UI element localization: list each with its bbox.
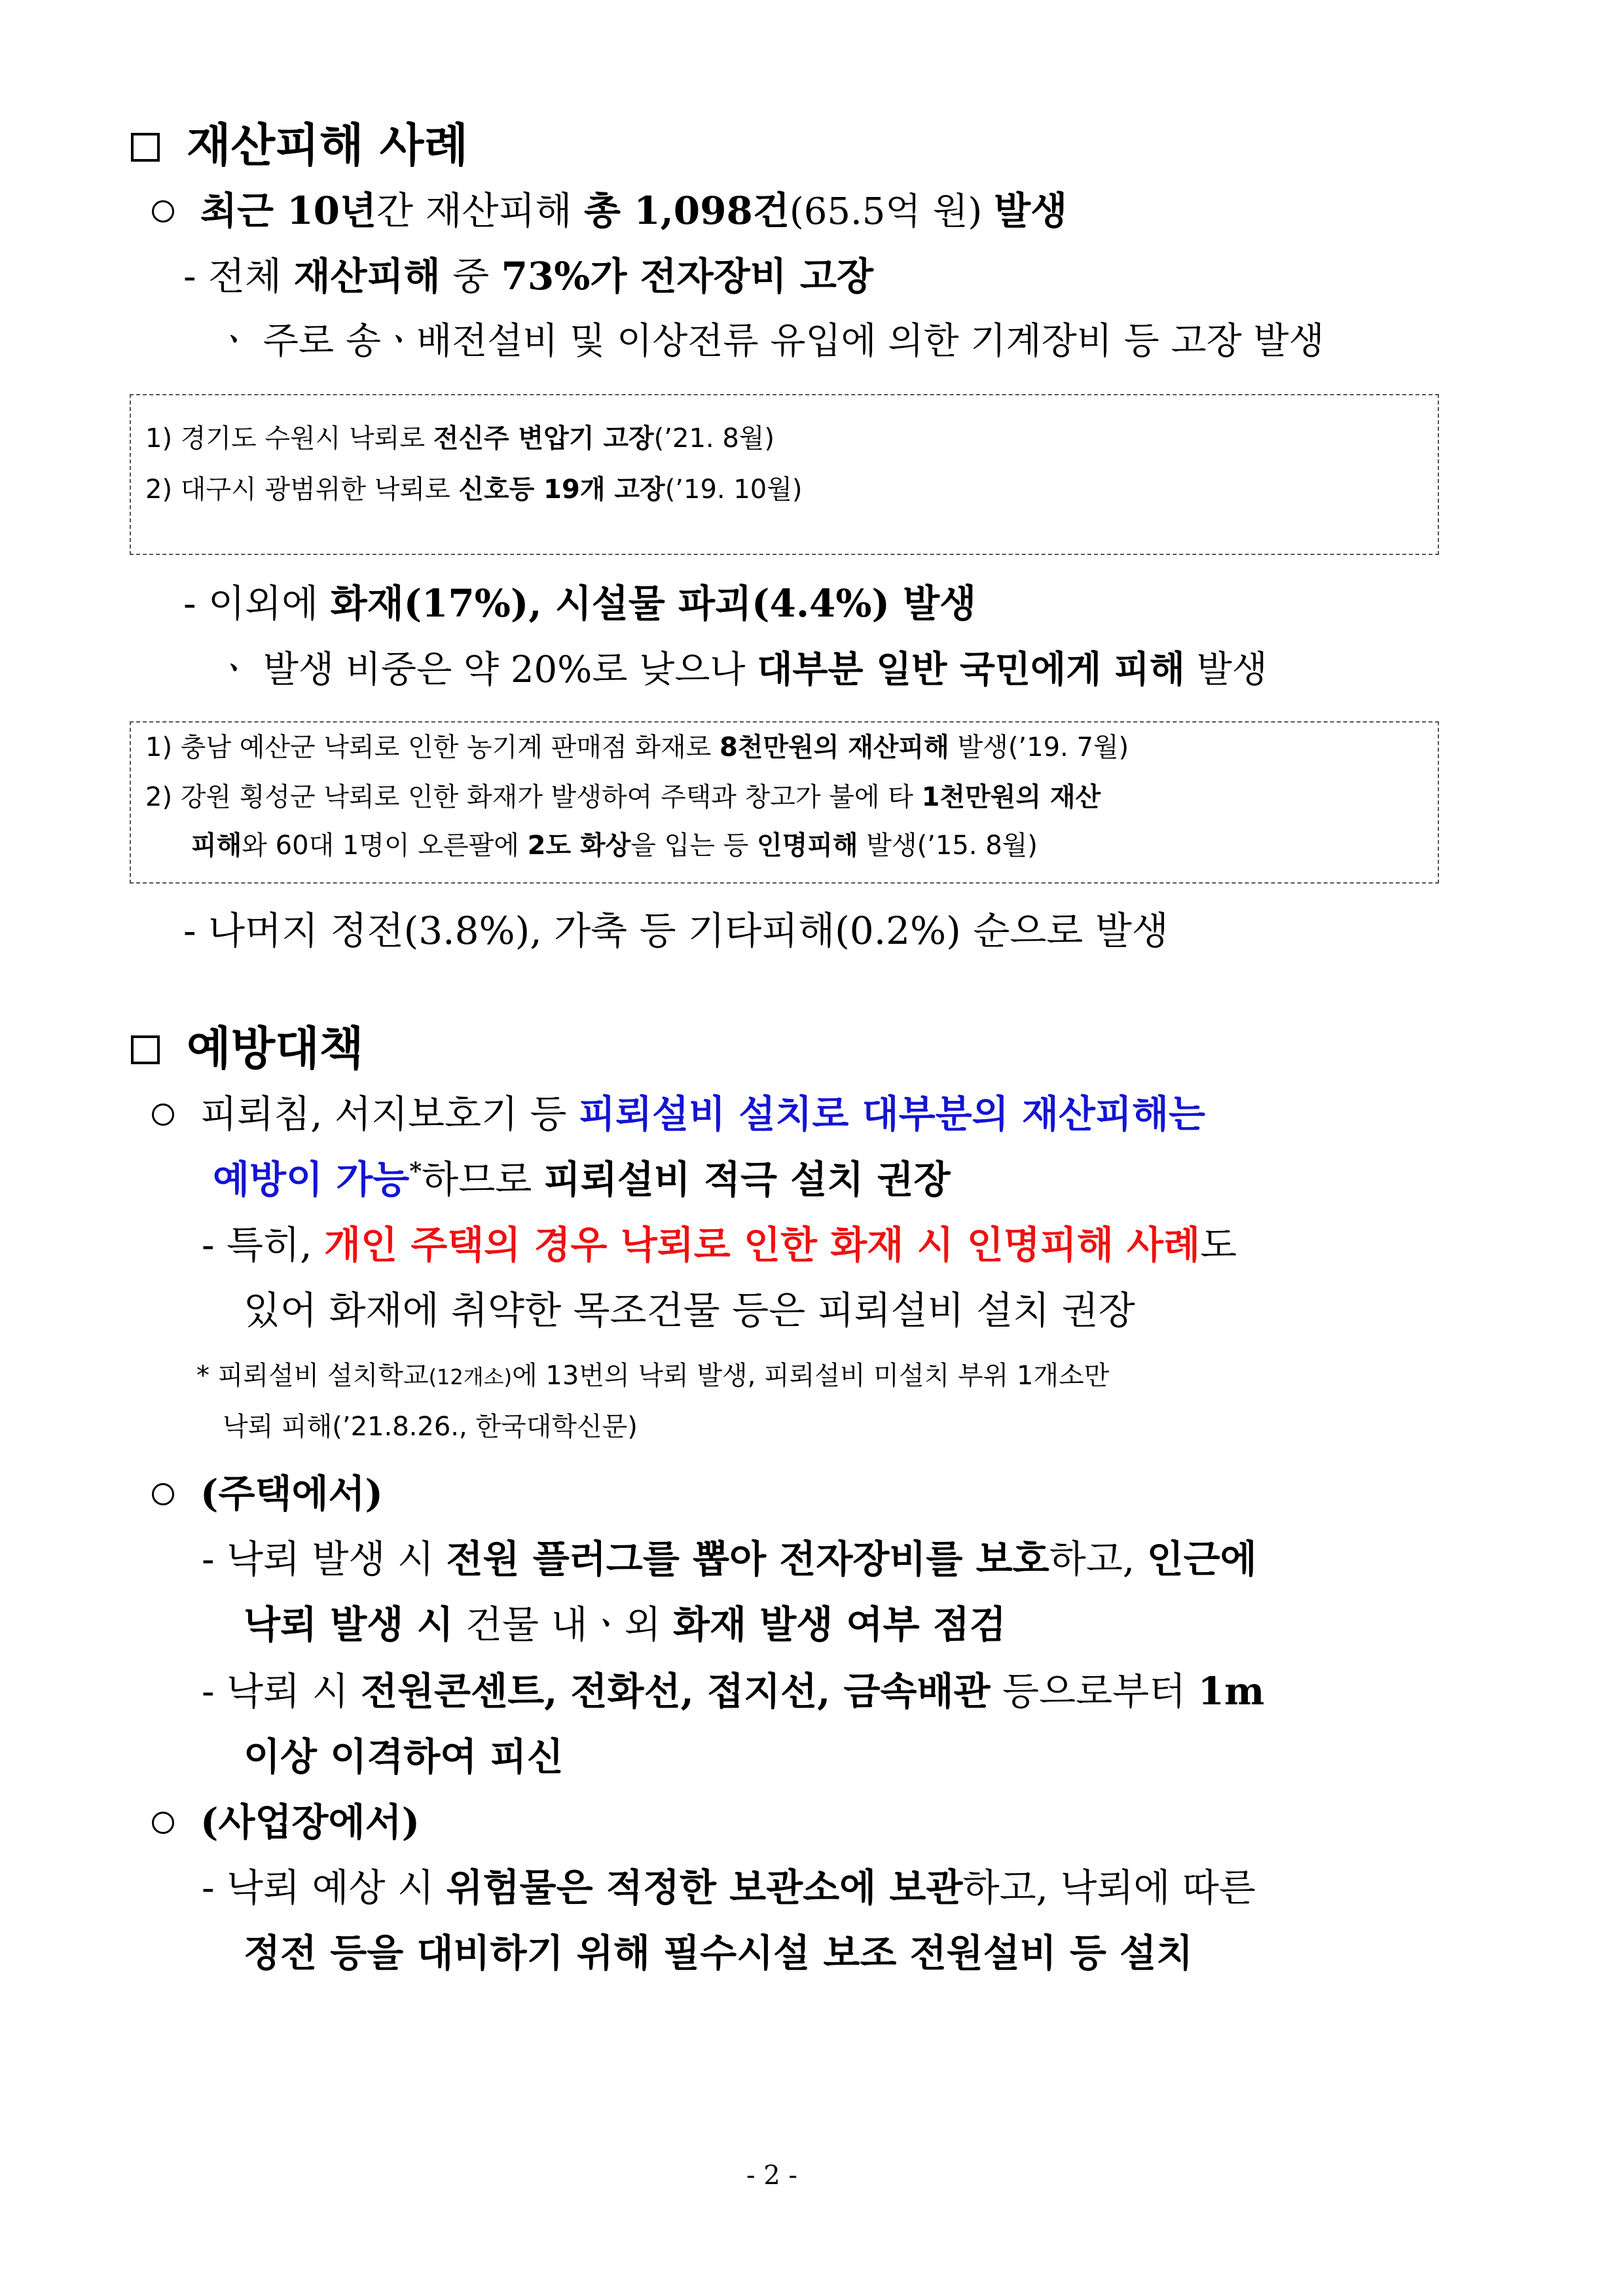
square-bullet-icon — [131, 133, 160, 162]
example-box-electronic — [130, 394, 1439, 555]
circle-bullet-icon — [152, 1103, 174, 1126]
square-bullet-icon — [131, 1035, 160, 1064]
example-daegu: 2) 대구시 광범위한 낙뢰로 신호등 19개 고장(’19. 10월) — [145, 475, 803, 505]
dash-other-damage: - 나머지 정전(3.8%), 가축 등 기타피해(0.2%) 순으로 발생 — [183, 908, 1169, 953]
dash-hazardous-storage: - 낙뢰 예상 시 위험물은 적정한 보관소에 보관하고, 낙뢰에 따른 — [202, 1865, 1256, 1910]
circle-bullet-icon — [152, 200, 174, 223]
example-yesan: 1) 충남 예산군 낙뢰로 인한 농기계 판매점 화재로 8천만원의 재산피해 발생(’19. 7월) — [145, 732, 1129, 762]
dash-electronic-damage: - 전체 재산피해 중 73%가 전자장비 고장 — [183, 254, 873, 298]
dash-keep-distance: - 낙뢰 시 전원콘센트, 전화선, 접지선, 금속배관 등으로부터 1m — [202, 1669, 1265, 1713]
subheading-workplace: (사업장에서) — [152, 1800, 420, 1846]
dash-house-fire: - 특히, 개인 주택의 경우 낙뢰로 인한 화재 시 인명피해 사례도 — [202, 1223, 1237, 1267]
dash-house-fire-cont: 있어 화재에 취약한 목조건물 등은 피뢰설비 설치 권장 — [244, 1288, 1135, 1333]
circle-bullet-icon — [152, 1483, 174, 1505]
dot-equipment-failure: ㆍ 주로 송ㆍ배전설비 및 이상전류 유입에 의한 기계장비 등 고장 발생 — [216, 320, 1324, 363]
section-heading-prevention: 예방대책 — [187, 1022, 364, 1075]
dot-public-damage: ㆍ 발생 비중은 약 20%로 낮으나 대부분 일반 국민에게 피해 발생 — [216, 648, 1267, 691]
subheading-home: (주택에서) — [152, 1471, 383, 1517]
footnote-school-case-cont: 낙뢰 피해(’21.8.26., 한국대학신문) — [223, 1412, 638, 1442]
bullet-lightning-protection: 피뢰침, 서지보호기 등 피뢰설비 설치로 대부분의 재산피해는 — [152, 1092, 1205, 1138]
dash-fire-damage: - 이외에 화재(17%), 시설물 파괴(4.4%) 발생 — [183, 581, 977, 626]
example-hoengseong-cont: 피해와 60대 1명이 오른팔에 2도 화상을 입는 등 인명피해 발생(’15. 8월) — [191, 831, 1038, 861]
dash-hazardous-storage-cont: 정전 등을 대비하기 위해 필수시설 보조 전원설비 등 설치 — [244, 1931, 1194, 1975]
dash-unplug: - 낙뢰 발생 시 전원 플러그를 뽑아 전자장비를 보호하고, 인근에 — [202, 1537, 1257, 1581]
example-box-fire — [130, 721, 1439, 884]
section-heading-damage: 재산피해 사례 — [187, 118, 469, 172]
example-suwon: 1) 경기도 수원시 낙뢰로 전신주 변압기 고장(’21. 8월) — [145, 423, 775, 454]
page-number: - 2 - — [746, 2161, 797, 2191]
dash-keep-distance-cont: 이상 이격하여 피신 — [244, 1734, 564, 1779]
dash-unplug-cont: 낙뢰 발생 시 건물 내ㆍ외 화재 발생 여부 점검 — [244, 1602, 1006, 1647]
example-hoengseong: 2) 강원 횡성군 낙뢰로 인한 화재가 발생하여 주택과 창고가 불에 타 1천만원의 재산 — [145, 782, 1101, 812]
circle-bullet-icon — [152, 1812, 174, 1834]
bullet-lightning-protection-cont: 예방이 가능*하므로 피뢰설비 적극 설치 권장 — [213, 1157, 951, 1202]
bullet-damage-total: 최근 10년간 재산피해 총 1,098건(65.5억 원) 발생 — [152, 188, 1067, 234]
footnote-school-case: * 피뢰설비 설치학교(12개소)에 13번의 낙뢰 발생, 피뢰설비 미설치 부위 1개소만 — [196, 1361, 1110, 1391]
